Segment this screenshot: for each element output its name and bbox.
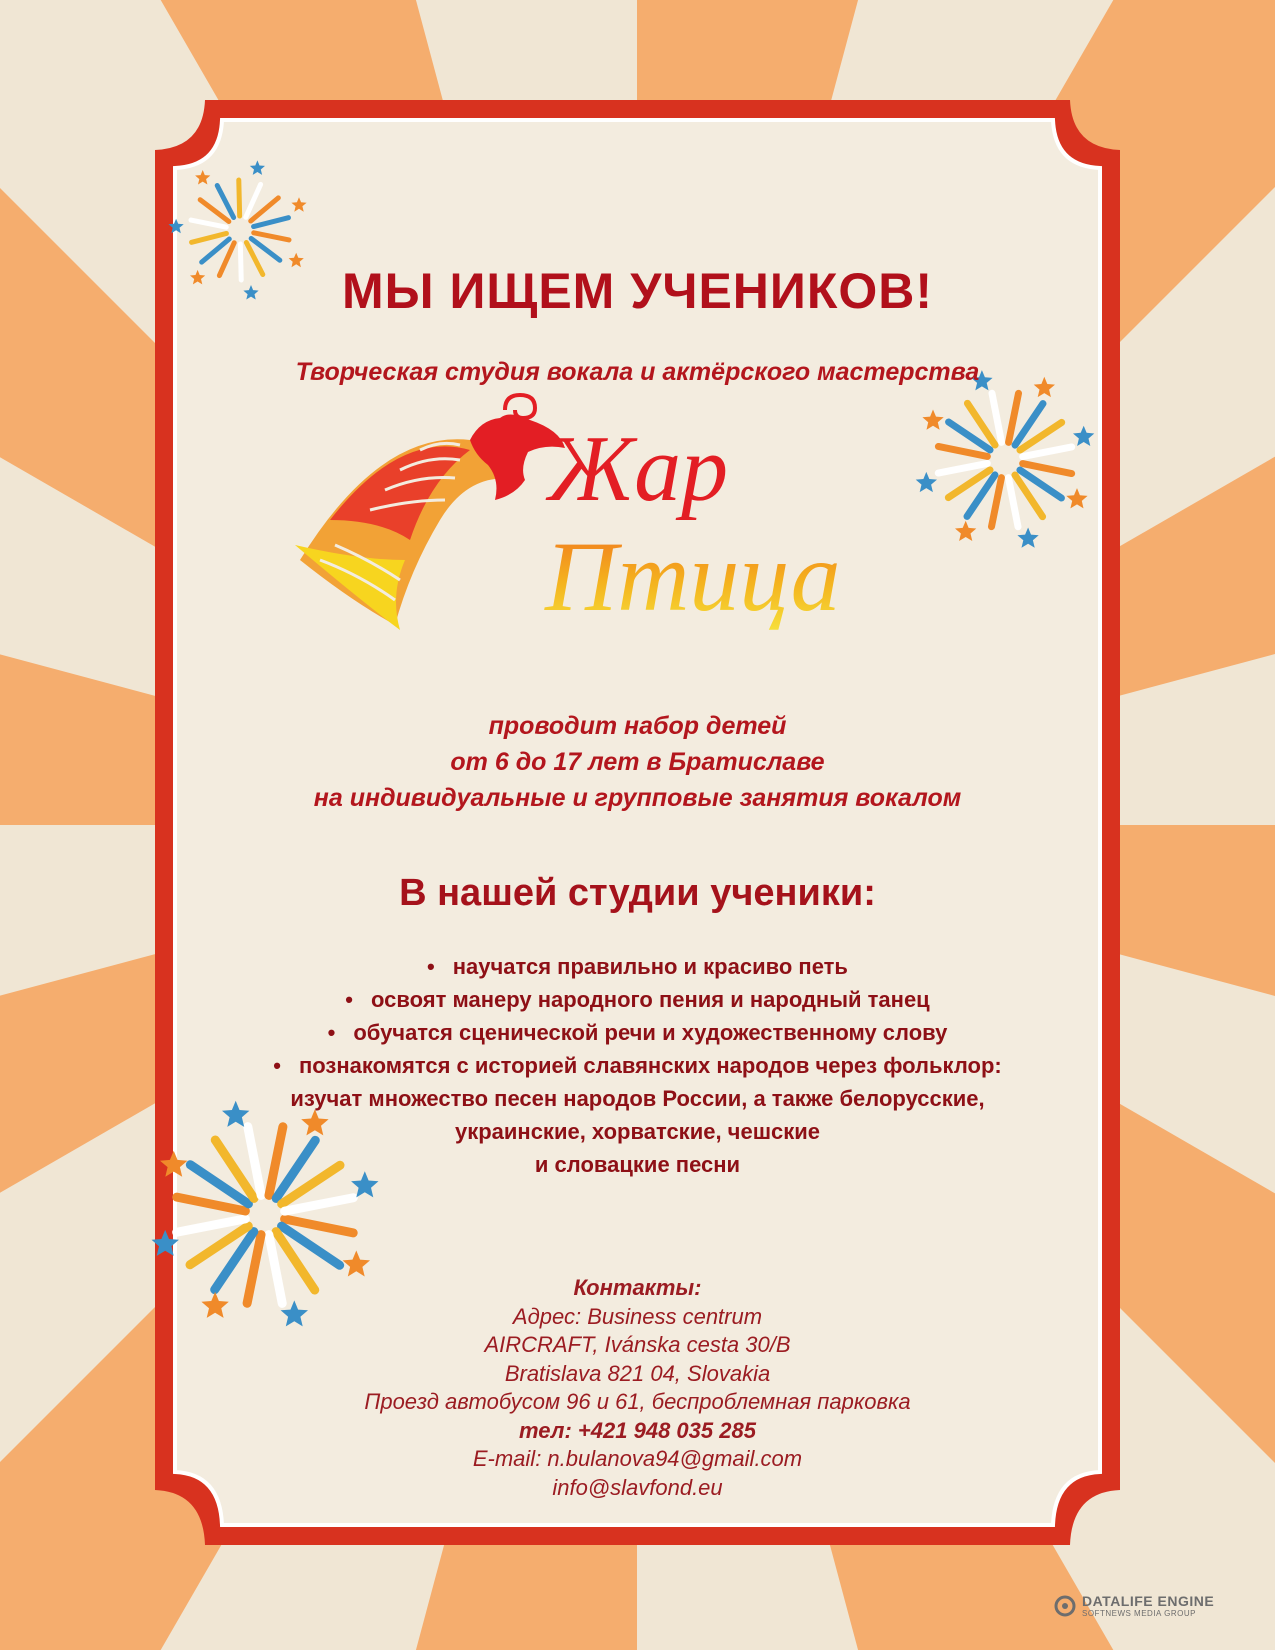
list-item-continuation (170, 1115, 1105, 1148)
bullet-icon: • (345, 987, 353, 1012)
enrollment-line: на индивидуальные и групповые занятия вокалом (313, 784, 962, 812)
bullet-icon: • (273, 1053, 281, 1078)
list-item-text: научатся правильно и красиво петь (452, 954, 848, 979)
watermark (1082, 1593, 1214, 1618)
list-item-text: освоят манеру народного пения и народный танец (370, 987, 930, 1012)
logo-text-ptitsa: Птица (545, 521, 841, 632)
contact-transport: Проезд автобусом 96 и 61, беспроблемная парковка (364, 1389, 911, 1414)
contacts-block (0, 1274, 1275, 1502)
enrollment-line: от 6 до 17 лет в Братиславе (450, 748, 825, 776)
bullet-icon: • (427, 954, 435, 979)
list-item-text: украинские, хорватские, чешские (454, 1119, 821, 1144)
page-title: МЫ ИЩЕМ УЧЕНИКОВ! (341, 263, 934, 319)
list-item-text: познакомятся с историей славянских народов через фольклор: (298, 1053, 1002, 1078)
contact-address: Адрес: Business centrum (512, 1303, 763, 1329)
enrollment-line: проводит набор детей (488, 712, 787, 740)
list-item (170, 950, 1105, 983)
studio-subtitle: Творческая студия вокала и актёрского мастерства (295, 358, 980, 386)
contact-phone: тел: +421 948 035 285 (519, 1417, 756, 1443)
bullet-icon: • (327, 1020, 336, 1045)
list-item-text: обучатся сценической речи и художественному слову (353, 1020, 948, 1045)
watermark-sub: SOFTNEWS MEDIA GROUP (1082, 1609, 1197, 1618)
list-item-text: изучат множество песен народов России, а также белорусские, (290, 1086, 985, 1111)
benefits-heading: В нашей студии ученики: (399, 872, 876, 914)
logo-text-zhar: Жар (548, 417, 729, 521)
contact-email[interactable]: E-mail: n.bulanova94@gmail.com (472, 1446, 803, 1471)
contact-email-secondary[interactable]: info@slavfond.eu (552, 1474, 723, 1500)
list-item-continuation (170, 1148, 1105, 1181)
list-item (170, 1049, 1105, 1082)
enrollment-info (0, 708, 1275, 816)
list-item (170, 983, 1105, 1016)
contact-address: Bratislava 821 04, Slovakia (504, 1360, 771, 1386)
list-item (170, 1016, 1105, 1049)
contact-address: AIRCRAFT, Ivánska cesta 30/B (484, 1332, 791, 1357)
list-item-continuation (170, 1082, 1105, 1115)
contacts-heading: Контакты: (573, 1275, 702, 1300)
benefits-list (170, 950, 1105, 1181)
watermark-main: DATALIFE ENGINE (1082, 1593, 1215, 1609)
list-item-text: и словацкие песни (534, 1152, 741, 1177)
datalife-logo-icon (1054, 1595, 1076, 1617)
